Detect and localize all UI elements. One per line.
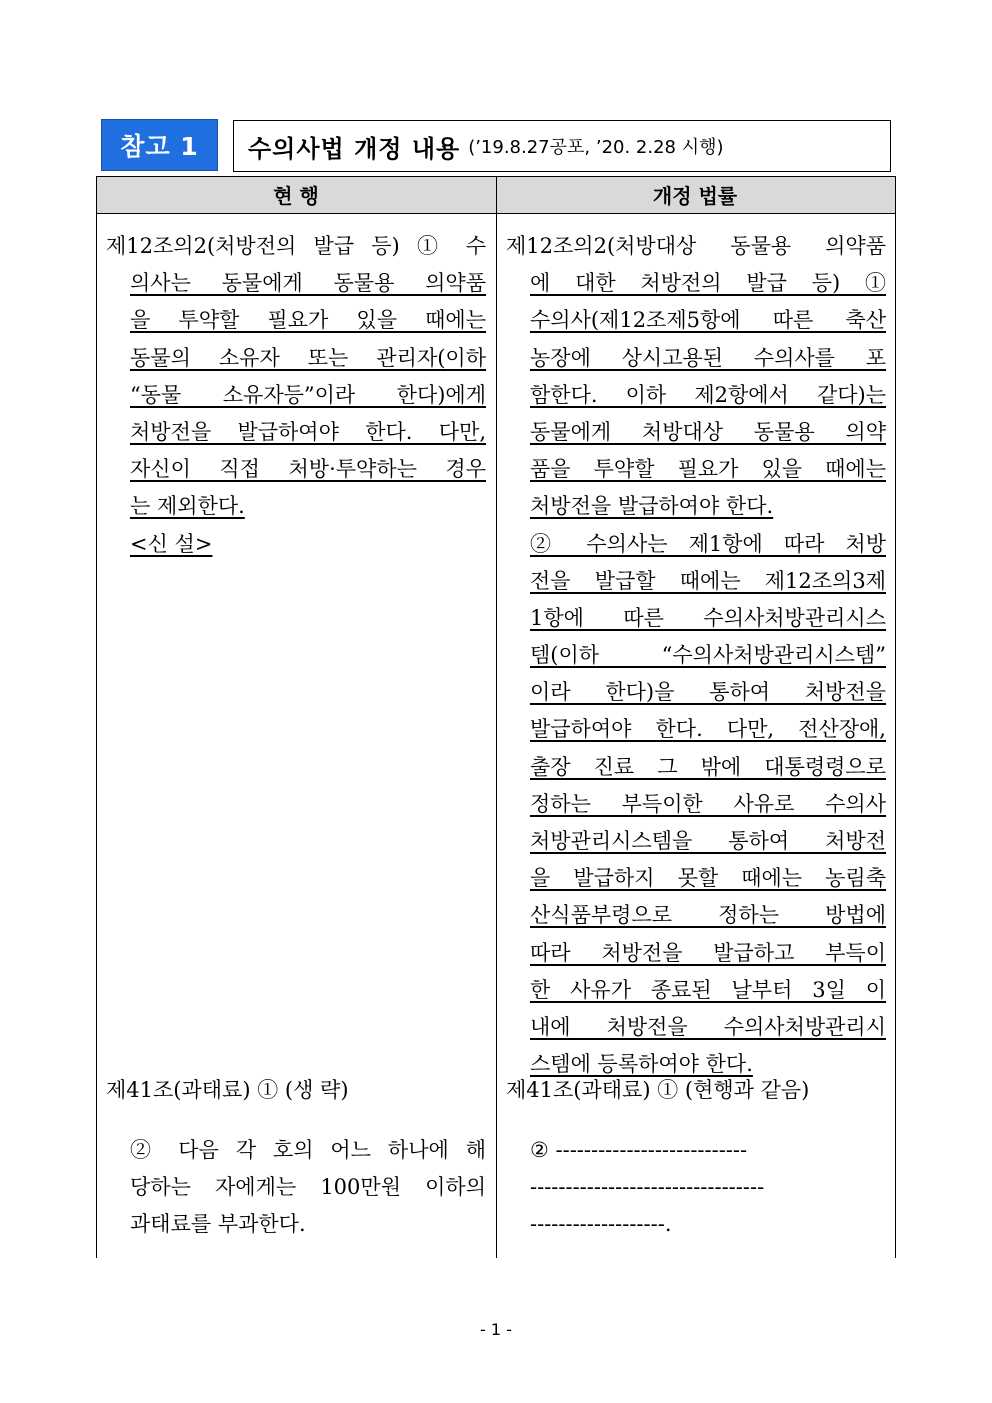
text-line: -------------------. (530, 1212, 672, 1237)
page-title: 수의사법 개정 내용 (248, 134, 461, 163)
table-border-right (895, 176, 896, 1258)
text-line: 함한다. 이하 제2항에서 같다)는 (530, 382, 886, 407)
text-line: 의사는 동물에게 동물용 의약품 (130, 271, 486, 296)
text-line: 제41조(과태료) ① (생 략) (106, 1078, 349, 1102)
current-law-article41-para2 (106, 1132, 486, 1244)
text-line: <신 설> (130, 531, 213, 556)
text-line: 이라 한다)을 통하여 처방전을 (530, 680, 886, 705)
comparison-table (96, 176, 896, 1258)
page-subtitle: (’19.8.27공포, ’20. 2.28 시행) (468, 137, 724, 158)
current-law-column (106, 228, 486, 563)
text-line: 수의사(제12조제5항에 따른 축산 (530, 308, 886, 333)
text-line: --------------------------------- (530, 1175, 765, 1200)
text-line: 정하는 부득이한 사유로 수의사 (530, 791, 886, 816)
text-line: 내에 처방전을 수의사처방관리시 (530, 1014, 886, 1039)
text-line: 제12조의2(처방전의 발급 등) ① 수 (106, 234, 486, 258)
text-line: 을 발급하지 못할 때에는 농림축 (530, 866, 886, 891)
text-line: 전을 발급할 때에는 제12조의3제 (530, 568, 886, 593)
text-line: 자신이 직접 처방·투약하는 경우 (130, 457, 486, 482)
text-line: 처방전을 발급하여야 한다. (530, 494, 774, 519)
text-line: 1항에 따른 수의사처방관리시스 (530, 605, 886, 630)
text-line: 스템에 등록하여야 한다. (530, 1052, 753, 1077)
text-line: 처방전을 발급하여야 한다. 다만, (130, 419, 486, 444)
header-amended: 개정 법률 (652, 183, 738, 208)
text-line: ② 다음 각 호의 어느 하나에 해 (130, 1138, 486, 1162)
text-line: 발급하여야 한다. 다만, 전산장애, (530, 717, 886, 742)
table-border-left (96, 176, 97, 1258)
page-number: - 1 - (480, 1320, 512, 1339)
text-line: 템(이하 “수의사처방관리시스템” (530, 643, 886, 668)
current-law-article41 (106, 1072, 486, 1109)
text-line: 처방관리시스템을 통하여 처방전 (530, 829, 886, 853)
text-line: 을 투약할 필요가 있을 때에는 (130, 308, 486, 333)
amended-law-article41-para2 (506, 1132, 886, 1244)
table-border-middle (496, 176, 497, 1258)
text-line: 품을 투약할 필요가 있을 때에는 (530, 457, 886, 482)
amended-law-article41 (506, 1072, 886, 1109)
text-line: 제12조의2(처방대상 동물용 의약품 (506, 234, 886, 258)
text-line: 산식품부령으로 정하는 방법에 (530, 903, 886, 928)
text-line: 출장 진료 그 밖에 대통령령으로 (530, 754, 886, 779)
text-line: “동물 소유자등”이라 한다)에게 (130, 382, 486, 407)
text-line: 에 대한 처방전의 발급 등) ① (530, 271, 886, 296)
text-line: 한 사유가 종료된 날부터 3일 이 (530, 977, 886, 1002)
text-line: 동물에게 처방대상 동물용 의약 (530, 419, 886, 444)
text-line: 농장에 상시고용된 수의사를 포 (530, 345, 886, 370)
title-box (233, 120, 891, 172)
text-line: 는 제외한다. (130, 494, 245, 519)
text-line: ② 수의사는 제1항에 따라 처방 (530, 531, 886, 556)
text-line: 따라 처방전을 발급하고 부득이 (530, 940, 886, 965)
header-current: 현 행 (273, 183, 319, 208)
text-line: 제41조(과태료) ① (현행과 같음) (506, 1078, 810, 1102)
text-line: 동물의 소유자 또는 관리자(이하 (130, 345, 486, 370)
reference-badge: 참고 1 (101, 119, 218, 171)
text-line: ② --------------------------- (530, 1138, 748, 1162)
text-line: 당하는 자에게는 100만원 이하의 (130, 1175, 486, 1200)
text-line: 과태료를 부과한다. (130, 1212, 306, 1237)
amended-law-column (506, 228, 886, 1083)
